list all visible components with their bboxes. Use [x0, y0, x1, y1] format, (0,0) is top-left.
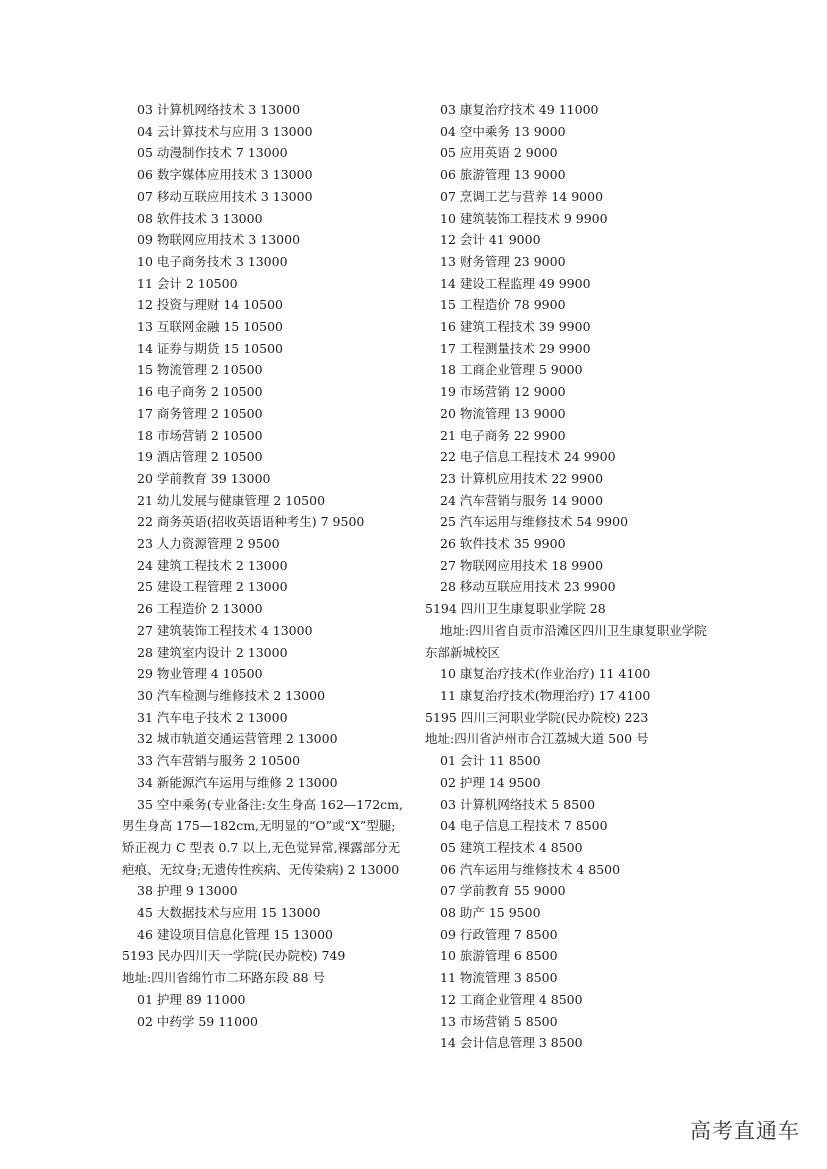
- program-entry: 04 空中乘务 13 9000: [440, 123, 566, 139]
- school-heading: 5194 四川卫生康复职业学院 28: [425, 601, 606, 617]
- program-entry: 21 幼儿发展与健康管理 2 10500: [137, 492, 326, 508]
- program-entry: 33 汽车营销与服务 2 10500: [137, 753, 301, 769]
- program-entry: 23 人力资源管理 2 9500: [137, 536, 280, 552]
- program-entry: 25 汽车运用与维修技术 54 9900: [440, 514, 629, 530]
- program-entry: 15 物流管理 2 10500: [137, 362, 263, 378]
- school-heading: 5193 民办四川天一学院(民办院校) 749: [122, 948, 346, 964]
- program-entry: 21 电子商务 22 9900: [440, 427, 566, 443]
- program-entry: 10 旅游管理 6 8500: [440, 948, 558, 964]
- program-entry: 24 汽车营销与服务 14 9000: [440, 492, 604, 508]
- program-entry: 13 市场营销 5 8500: [440, 1013, 558, 1029]
- program-entry: 05 动漫制作技术 7 13000: [137, 145, 288, 161]
- program-entry: 11 康复治疗技术(物理治疗) 17 4100: [440, 687, 651, 703]
- program-entry: 07 移动互联应用技术 3 13000: [137, 188, 313, 204]
- program-entry: 27 建筑装饰工程技术 4 13000: [137, 622, 313, 638]
- program-entry: 27 物联网应用技术 18 9900: [440, 557, 604, 573]
- program-entry: 26 工程造价 2 13000: [137, 601, 263, 617]
- left-column: [122, 99, 407, 1032]
- program-entry: 05 应用英语 2 9000: [440, 145, 558, 161]
- program-entry: 32 城市轨道交通运营管理 2 13000: [137, 731, 338, 747]
- program-entry: 45 大数据技术与应用 15 13000: [137, 905, 321, 921]
- program-entry: 02 中药学 59 11000: [137, 1013, 258, 1029]
- right-column: [425, 99, 715, 1054]
- program-entry: 05 建筑工程技术 4 8500: [440, 839, 583, 855]
- program-entry: 07 烹调工艺与营养 14 9000: [440, 188, 604, 204]
- program-entry: 14 证券与期货 15 10500: [137, 340, 283, 356]
- program-entry: 14 建设工程监理 49 9900: [440, 275, 591, 291]
- program-entry: 09 行政管理 7 8500: [440, 926, 558, 942]
- program-entry: 04 云计算技术与应用 3 13000: [137, 123, 313, 139]
- program-entry: 12 工商企业管理 4 8500: [440, 991, 583, 1007]
- program-entry: 09 物联网应用技术 3 13000: [137, 232, 301, 248]
- program-entry: 06 汽车运用与维修技术 4 8500: [440, 861, 621, 877]
- text-paragraph: 地址:四川省自贡市沿滩区四川卫生康复职业学院东部新城校区: [425, 622, 707, 660]
- program-entry: 16 建筑工程技术 39 9900: [440, 319, 591, 335]
- program-entry: 20 物流管理 13 9000: [440, 405, 566, 421]
- program-entry: 25 建设工程管理 2 13000: [137, 579, 288, 595]
- program-entry: 03 康复治疗技术 49 11000: [440, 102, 599, 117]
- program-entry: 18 市场营销 2 10500: [137, 427, 263, 443]
- program-entry: 08 软件技术 3 13000: [137, 210, 263, 226]
- program-entry: 10 建筑装饰工程技术 9 9900: [440, 210, 608, 226]
- program-entry: 28 移动互联应用技术 23 9900: [440, 579, 616, 595]
- program-entry: 07 学前教育 55 9000: [440, 883, 566, 899]
- program-entry: 13 财务管理 23 9000: [440, 253, 566, 269]
- program-entry: 10 康复治疗技术(作业治疗) 11 4100: [440, 666, 651, 682]
- program-entry: 12 会计 41 9000: [440, 232, 541, 248]
- program-entry: 13 互联网金融 15 10500: [137, 319, 283, 335]
- program-entry: 03 计算机网络技术 5 8500: [440, 796, 596, 812]
- program-entry: 30 汽车检测与维修技术 2 13000: [137, 687, 326, 703]
- text-paragraph: 35 空中乘务(专业备注:女生身高 162—172cm,男生身高 175—182cm,无明显的“O”或“X”型腿;矫正视力 C 型表 0.7 以上,无色觉异常,裸露部分无疤痕、无纹身;无遗传性疾病、无传染病) 2 13000: [122, 796, 403, 877]
- program-entry: 22 商务英语(招收英语语种考生) 7 9500: [137, 514, 365, 530]
- program-entry: 10 电子商务技术 3 13000: [137, 253, 288, 269]
- program-entry: 08 助产 15 9500: [440, 905, 541, 921]
- program-entry: 01 护理 89 11000: [137, 991, 246, 1007]
- program-entry: 06 数字媒体应用技术 3 13000: [137, 167, 313, 183]
- program-entry: 46 建设项目信息化管理 15 13000: [137, 926, 333, 942]
- program-entry: 14 会计信息管理 3 8500: [440, 1035, 583, 1051]
- program-entry: 34 新能源汽车运用与维修 2 13000: [137, 774, 338, 790]
- program-entry: 12 投资与理财 14 10500: [137, 297, 283, 313]
- program-entry: 17 商务管理 2 10500: [137, 405, 263, 421]
- program-entry: 23 计算机应用技术 22 9900: [440, 470, 604, 486]
- program-entry: 16 电子商务 2 10500: [137, 384, 263, 400]
- program-entry: 03 计算机网络技术 3 13000: [137, 102, 301, 117]
- school-heading: 地址:四川省泸州市合江荔城大道 500 号: [425, 731, 649, 747]
- program-entry: 17 工程测量技术 29 9900: [440, 340, 591, 356]
- program-entry: 19 酒店管理 2 10500: [137, 449, 263, 465]
- program-entry: 26 软件技术 35 9900: [440, 536, 566, 552]
- program-entry: 11 物流管理 3 8500: [440, 970, 558, 986]
- program-entry: 19 市场营销 12 9000: [440, 384, 566, 400]
- school-heading: 5195 四川三河职业学院(民办院校) 223: [425, 709, 649, 725]
- program-entry: 24 建筑工程技术 2 13000: [137, 557, 288, 573]
- program-entry: 29 物业管理 4 10500: [137, 666, 263, 682]
- program-entry: 28 建筑室内设计 2 13000: [137, 644, 288, 660]
- program-entry: 02 护理 14 9500: [440, 774, 541, 790]
- program-entry: 31 汽车电子技术 2 13000: [137, 709, 288, 725]
- program-entry: 11 会计 2 10500: [137, 275, 238, 291]
- program-entry: 22 电子信息工程技术 24 9900: [440, 449, 616, 465]
- program-entry: 15 工程造价 78 9900: [440, 297, 566, 313]
- watermark-label: 高考直通车: [690, 1119, 800, 1143]
- program-entry: 18 工商企业管理 5 9000: [440, 362, 583, 378]
- program-entry: 38 护理 9 13000: [137, 883, 238, 899]
- program-entry: 06 旅游管理 13 9000: [440, 167, 566, 183]
- school-heading: 地址:四川省绵竹市二环路东段 88 号: [122, 970, 326, 986]
- program-entry: 04 电子信息工程技术 7 8500: [440, 818, 608, 834]
- program-entry: 20 学前教育 39 13000: [137, 470, 271, 486]
- program-entry: 01 会计 11 8500: [440, 753, 541, 769]
